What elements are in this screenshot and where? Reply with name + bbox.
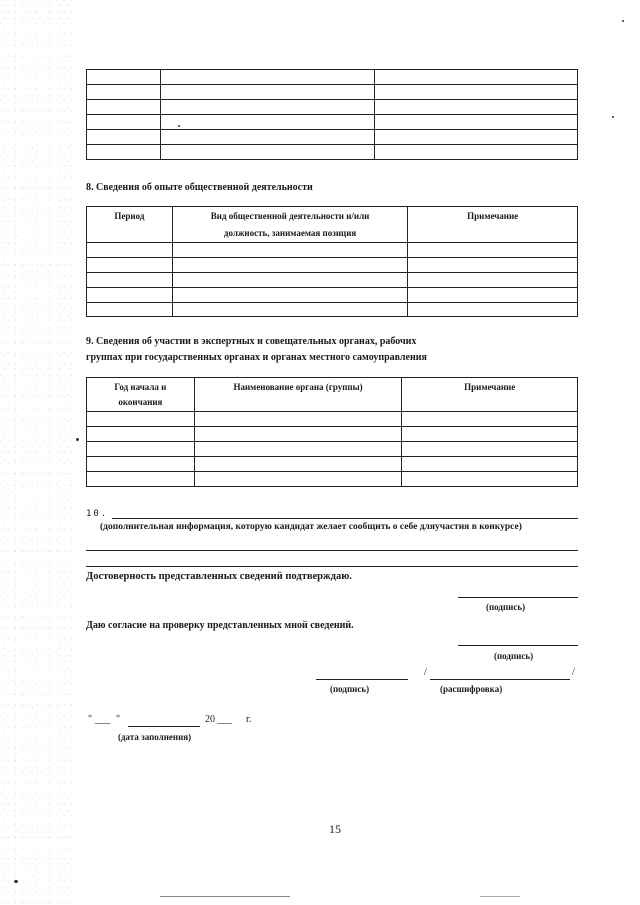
- table-cell: [402, 442, 578, 457]
- table-cell: [87, 130, 161, 145]
- table-cell: [87, 273, 173, 288]
- section10-line: [112, 518, 578, 519]
- table-cell: [402, 472, 578, 487]
- slash-right: /: [572, 667, 575, 678]
- page-number: 15: [329, 822, 341, 836]
- table-cell: [408, 273, 578, 288]
- section10-number: 10.: [86, 509, 109, 519]
- col-body-header: Наименование органа (группы): [194, 378, 402, 412]
- col-note-header: Примечание: [408, 207, 578, 243]
- date-year-blank: ___: [217, 714, 232, 725]
- scan-speck: [612, 116, 614, 118]
- table-cell: [375, 85, 578, 100]
- section10-line: [86, 550, 578, 551]
- table-cell: [87, 412, 195, 427]
- col-years-line1: Год начала и: [114, 382, 167, 392]
- col-period-header: Период: [87, 207, 173, 243]
- table-cell: [194, 412, 402, 427]
- table-cell: [408, 303, 578, 317]
- scan-edge: [160, 896, 290, 897]
- table-cell: [408, 243, 578, 258]
- table-cell: [172, 288, 407, 303]
- col-note-header: Примечание: [402, 378, 578, 412]
- table-cell: [87, 145, 161, 160]
- table-cell: [402, 457, 578, 472]
- table-cell: [375, 130, 578, 145]
- table-cell: [194, 457, 402, 472]
- table-cell: [87, 85, 161, 100]
- section9-heading-line2: группах при государственных органах и органах местного самоуправления: [86, 352, 427, 363]
- scan-speck: [76, 438, 79, 441]
- previous-section-table: [86, 69, 578, 160]
- table-cell: [172, 243, 407, 258]
- confirm-signature-line: [458, 597, 578, 598]
- date-caption: (дата заполнения): [118, 732, 192, 742]
- table-cell: [160, 115, 375, 130]
- section10-caption: (дополнительная информация, которую кандидат желает сообщить о себе дляучастия в конкурсе): [100, 522, 522, 532]
- col-activity-line2: должность, занимаемая позиция: [223, 228, 357, 238]
- table-cell: [172, 258, 407, 273]
- table-cell: [87, 457, 195, 472]
- table-cell: [87, 115, 161, 130]
- table-cell: [160, 145, 375, 160]
- date-day-blank: ___: [95, 714, 110, 725]
- confirm-signature-caption: (подпись): [486, 602, 526, 612]
- table-cell: [87, 303, 173, 317]
- table-cell: [194, 472, 402, 487]
- table-cell: [402, 412, 578, 427]
- table-cell: [160, 70, 375, 85]
- table-cell: [375, 115, 578, 130]
- col-years-header: [87, 378, 195, 412]
- table-cell: [375, 100, 578, 115]
- section10-line: [86, 566, 578, 567]
- table-cell: [402, 427, 578, 442]
- table-cell: [194, 442, 402, 457]
- table-cell: [87, 243, 173, 258]
- col-activity-header: [172, 207, 407, 243]
- table-cell: [172, 303, 407, 317]
- date-quote-close: ": [116, 714, 121, 725]
- table-cell: [87, 472, 195, 487]
- table-cell: [375, 145, 578, 160]
- date-month-line: [128, 726, 200, 727]
- scan-speck: [622, 20, 624, 22]
- table-cell: [87, 442, 195, 457]
- final-signature-line: [316, 679, 408, 680]
- date-year-prefix: 20: [205, 714, 215, 725]
- table-cell: [408, 288, 578, 303]
- table-cell: [375, 70, 578, 85]
- table-cell: [87, 258, 173, 273]
- date-year-suffix: г.: [246, 714, 252, 725]
- section8-table: [86, 206, 578, 317]
- decoding-caption: (расшифровка): [440, 684, 503, 694]
- table-cell: [87, 288, 173, 303]
- section8-heading: 8. Сведения об опыте общественной деятельности: [86, 182, 313, 193]
- table-cell: [160, 85, 375, 100]
- consent-signature-line: [458, 645, 578, 646]
- confirm-statement: Достоверность представленных сведений подтверждаю.: [86, 571, 352, 582]
- table-cell: [160, 100, 375, 115]
- final-signature-caption: (подпись): [330, 684, 370, 694]
- consent-statement: Даю согласие на проверку представленных мной сведений.: [86, 620, 354, 631]
- section9-heading-line1: 9. Сведения об участии в экспертных и совещательных органах, рабочих: [86, 336, 417, 347]
- table-cell: [160, 130, 375, 145]
- table-cell: [172, 273, 407, 288]
- table-cell: [87, 427, 195, 442]
- consent-signature-caption: (подпись): [494, 651, 534, 661]
- scan-edge: [480, 896, 520, 897]
- table-cell: [87, 70, 161, 85]
- col-activity-line1: Вид общественной деятельности и/или: [210, 211, 370, 221]
- section9-table: [86, 377, 578, 487]
- table-cell: [87, 100, 161, 115]
- table-cell: [408, 258, 578, 273]
- slash-left: /: [424, 667, 427, 678]
- scan-noise: [0, 0, 75, 905]
- table-cell: [194, 427, 402, 442]
- col-years-line2: окончания: [118, 397, 163, 407]
- date-quote-open: ": [88, 714, 93, 725]
- decoding-line: [430, 679, 570, 680]
- scan-speck: [14, 880, 18, 883]
